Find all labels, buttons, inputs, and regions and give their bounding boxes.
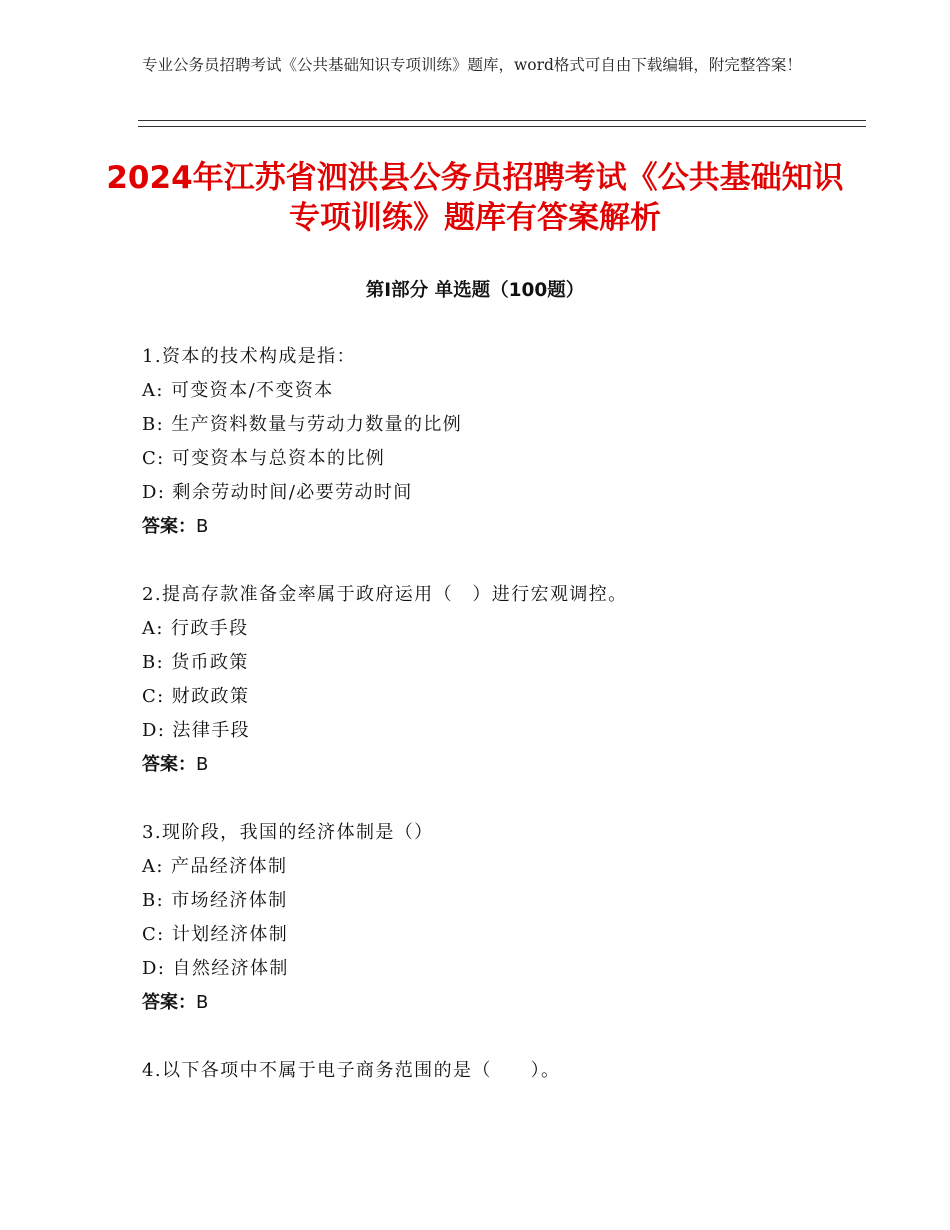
- answer-line: [142, 748, 862, 782]
- option-d: D: 法律手段: [142, 720, 251, 741]
- option-d: D: 自然经济体制: [142, 958, 289, 979]
- option-b: B: 货币政策: [142, 652, 249, 673]
- header-divider: [138, 120, 866, 127]
- option-c: C: 可变资本与总资本的比例: [142, 448, 386, 469]
- answer-line: [142, 510, 862, 544]
- section-heading: 第I部分 单选题（100题）: [365, 280, 585, 301]
- document-title: 2024年江苏省泗洪县公务员招聘考试《公共基础知识专项训练》题库有答案解析: [106, 160, 844, 236]
- option-b: B: 生产资料数量与劳动力数量的比例: [142, 414, 463, 435]
- answer-label: 答案：: [142, 992, 196, 1013]
- option-a: A: 行政手段: [142, 618, 249, 639]
- option-d: D: 剩余劳动时间/必要劳动时间: [142, 482, 413, 503]
- question-item: [142, 340, 862, 544]
- answer-value: B: [196, 516, 209, 537]
- option-c: C: 计划经济体制: [142, 924, 289, 945]
- answer-value: B: [196, 754, 209, 775]
- option-a: A: 产品经济体制: [142, 856, 288, 877]
- question-stem: 2.提高存款准备金率属于政府运用（ ）进行宏观调控。: [142, 584, 628, 605]
- question-item: [142, 816, 862, 1020]
- header-note: 专业公务员招聘考试《公共基础知识专项训练》题库，word格式可自由下载编辑，附完整答案！: [142, 56, 802, 74]
- question-item: [142, 1054, 862, 1088]
- option-a: A: 可变资本/不变资本: [142, 380, 334, 401]
- option-b: B: 市场经济体制: [142, 890, 288, 911]
- question-stem: 3.现阶段，我国的经济体制是（）: [142, 822, 434, 843]
- answer-line: [142, 986, 862, 1020]
- answer-value: B: [196, 992, 209, 1013]
- question-stem: 4.以下各项中不属于电子商务范围的是（ ）。: [142, 1060, 561, 1081]
- option-c: C: 财政政策: [142, 686, 250, 707]
- question-list: [142, 340, 862, 1122]
- answer-label: 答案：: [142, 516, 196, 537]
- answer-label: 答案：: [142, 754, 196, 775]
- question-stem: 1.资本的技术构成是指：: [142, 346, 356, 367]
- question-item: [142, 578, 862, 782]
